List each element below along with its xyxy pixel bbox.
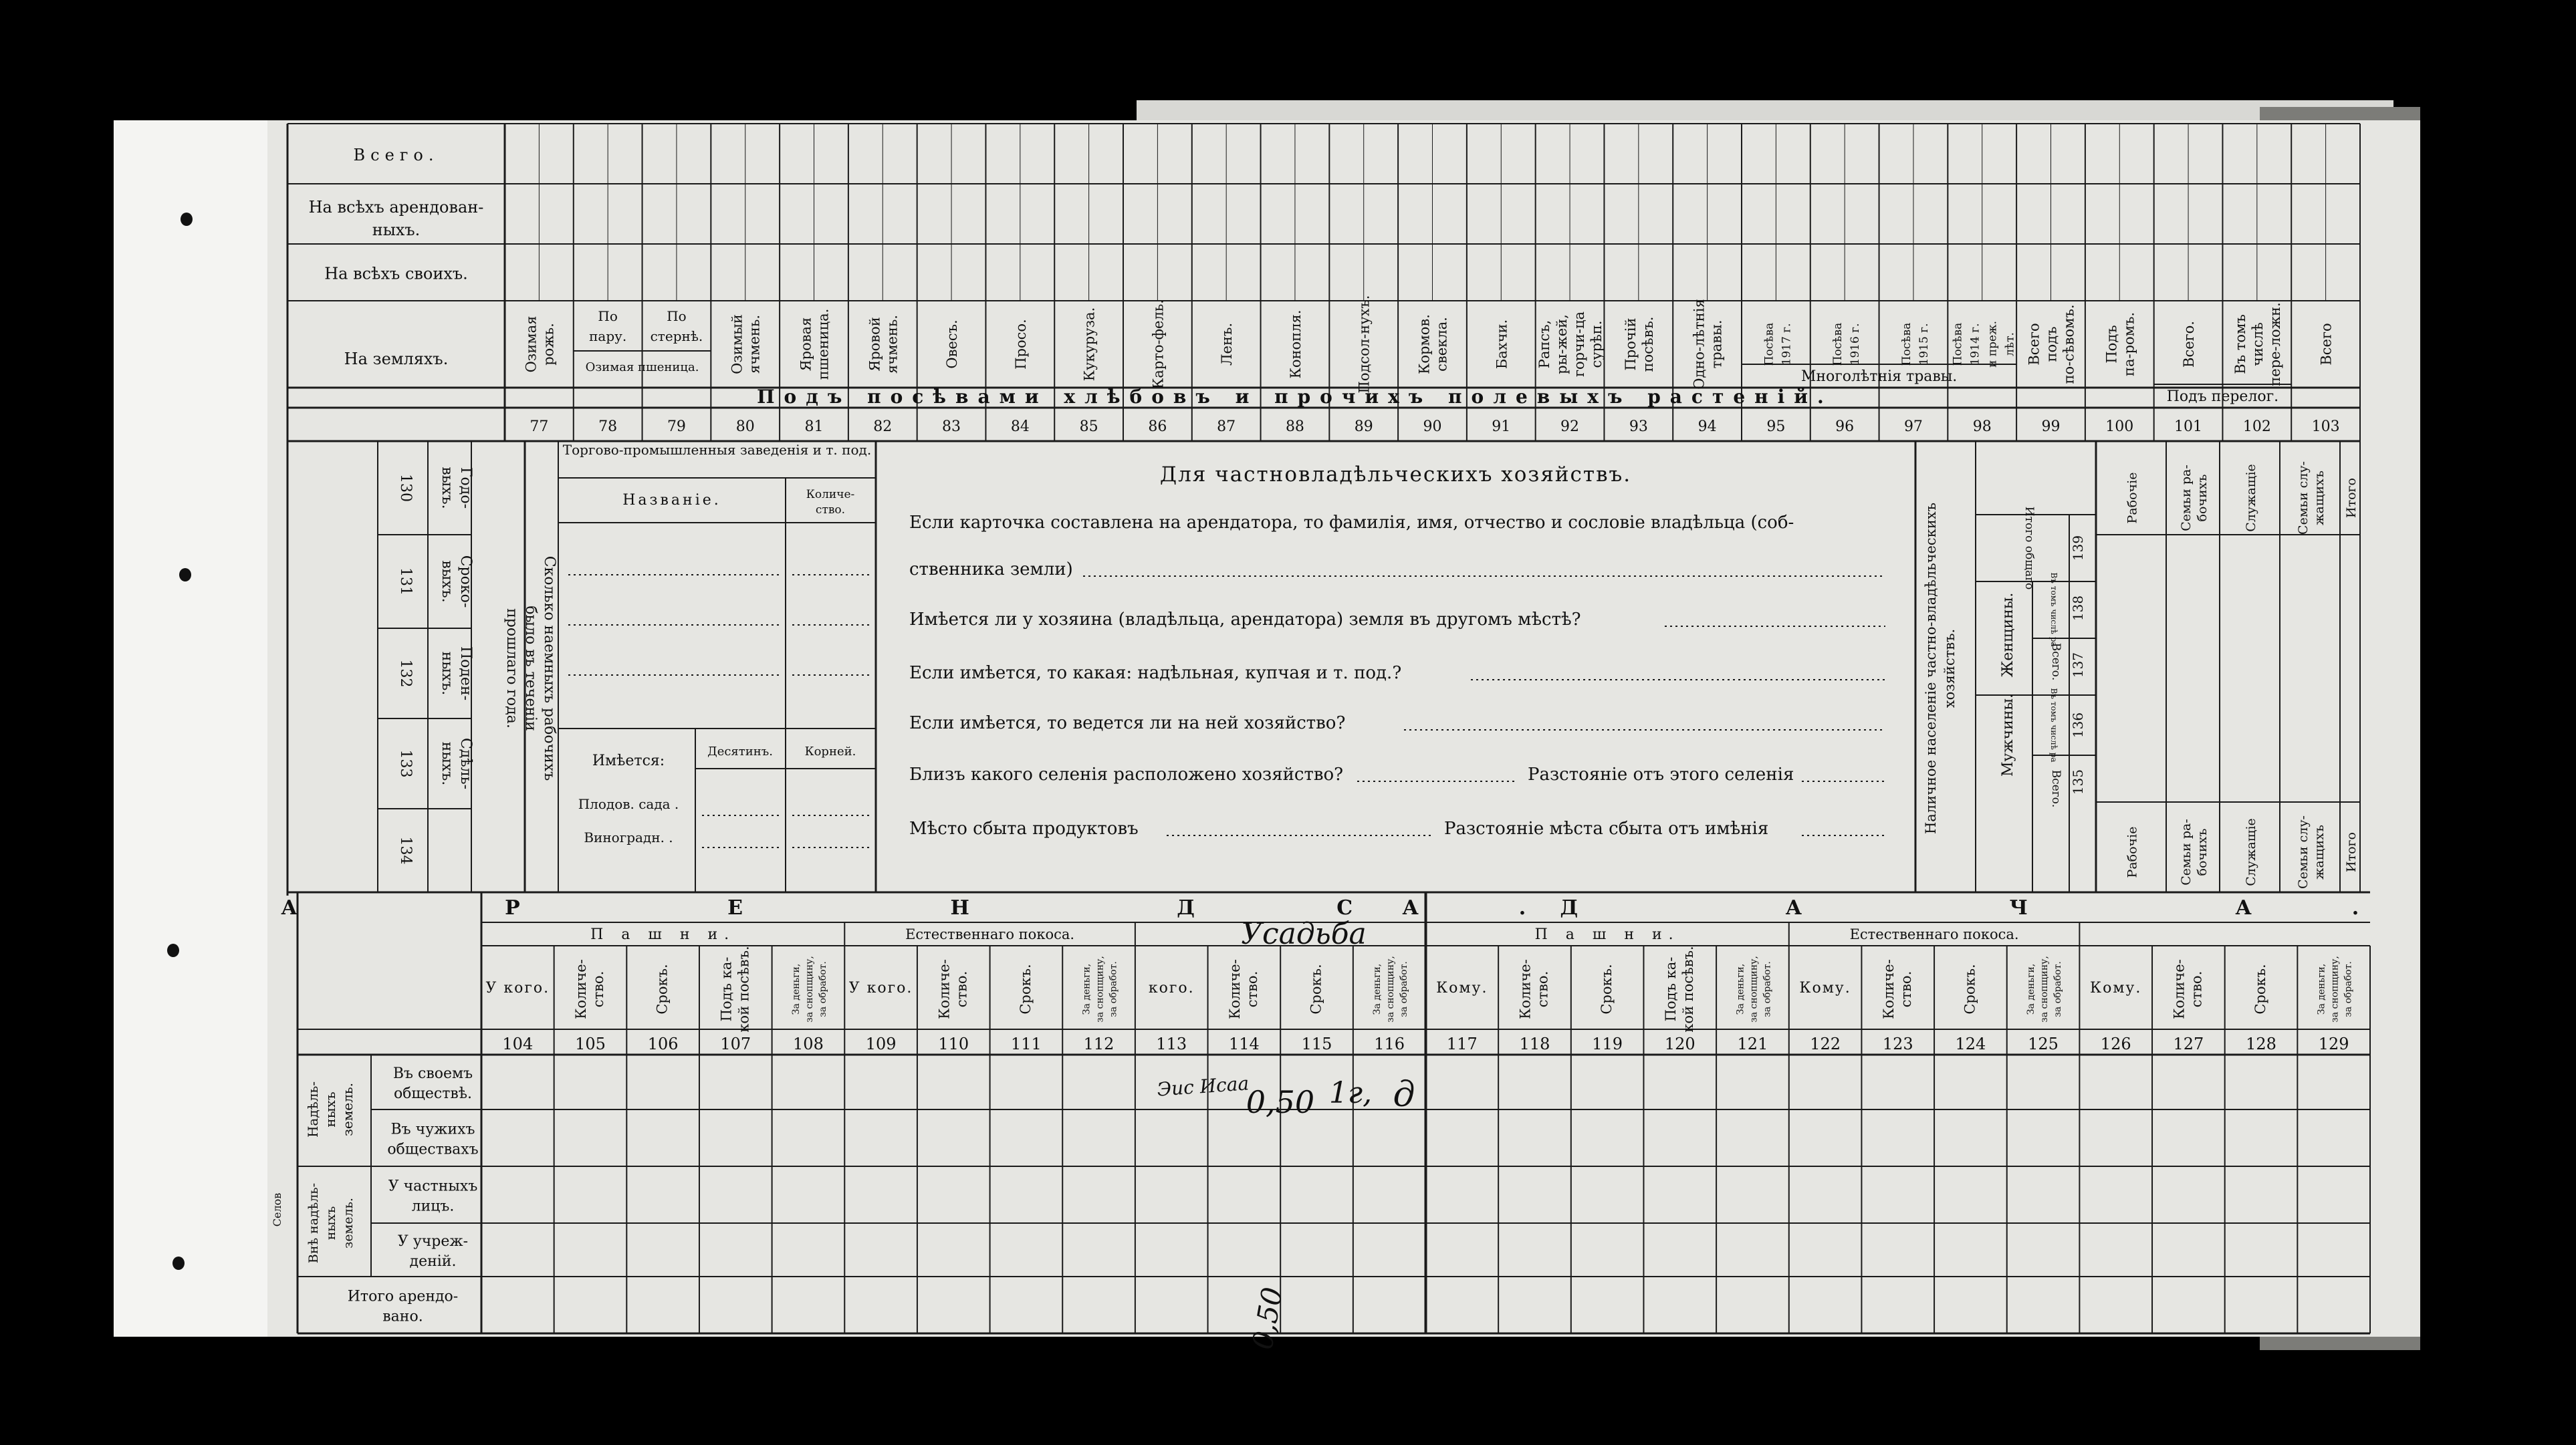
bottom-column-label: Срокъ. [1017, 964, 1034, 1015]
bottom-column-label: У кого. [848, 980, 913, 997]
column-number: 97 [1903, 418, 1923, 435]
bottom-column-label: Количе- [2171, 959, 2188, 1019]
column-number: 90 [1423, 418, 1442, 435]
bottom-column-label: Срокъ. [1599, 964, 1615, 1015]
bottom-column-label: ство. [1897, 970, 1914, 1008]
column-label: Просо. [1012, 319, 1029, 370]
bottom-column-label: за снопщину, [1385, 956, 1397, 1023]
bottom-column-label: за обработ. [817, 961, 828, 1017]
orchard-label: Плодов. сада . [578, 796, 679, 812]
bottom-row-label: Въ чужихъ [390, 1121, 475, 1138]
column-number: 84 [1010, 418, 1030, 435]
bottom-column-number: 117 [1446, 1035, 1478, 1053]
column-label: Рапсъ, [1536, 319, 1553, 369]
bottom-column-label: ство. [2188, 970, 2205, 1008]
population-title: хозяйствъ. [1942, 628, 1958, 708]
ozimaya-pshenitsa-label: Озимая пшеница. [585, 360, 699, 374]
column-number: 91 [1492, 418, 1511, 435]
bottom-column-label: За деньги, [1081, 963, 1092, 1015]
worker-label: выхъ. [439, 467, 455, 509]
row-label: На всѣхъ своихъ. [324, 264, 468, 283]
column-label: Посѣва [1762, 322, 1776, 366]
bottom-column-label: Подъ ка- [718, 956, 735, 1022]
trade-title: Торгово-промышленныя заведенія и т. под. [562, 442, 872, 458]
right-col-label: Рабочіе [2125, 826, 2140, 878]
podperelog-label: Подъ перелог. [2166, 388, 2279, 405]
column-label: пару. [589, 328, 627, 344]
bottom-column-label: за снопщину, [2039, 956, 2051, 1023]
handwritten-term: 1г, [1328, 1076, 1373, 1110]
bottom-column-label: Кому. [1436, 980, 1488, 997]
column-label: свекла. [1433, 317, 1450, 372]
column-number: 77 [530, 418, 549, 435]
right-col-label: Семьи ра- [2179, 465, 2194, 531]
column-label: подъ [2043, 326, 2060, 362]
column-number: 82 [873, 418, 893, 435]
column-label: Всего [2026, 323, 2042, 366]
question-6: Мѣсто сбыта продуктовъ [909, 819, 1139, 839]
bottom-column-label: ство. [590, 970, 606, 1008]
column-label: лѣт. [2003, 332, 2017, 356]
trade-qty-header: ство. [815, 503, 846, 517]
vineyard-label: Виноградн. . [584, 829, 673, 845]
bottom-column-label: за обработ. [1399, 961, 1410, 1017]
column-label: По [598, 308, 618, 324]
right-col-label: Семьи слу- [2296, 461, 2311, 535]
right-col-label: бочихъ [2195, 828, 2210, 876]
column-label: Въ томъ [2232, 314, 2248, 374]
bottom-column-label: кой посѣвъ. [1679, 946, 1696, 1033]
bottom-column-number: 110 [938, 1035, 969, 1053]
column-label: и преж. [1986, 320, 2000, 368]
column-number: 103 [2311, 418, 2340, 435]
pashni-label: П а ш н и. [1534, 926, 1680, 943]
korney-header: Корней. [804, 745, 856, 759]
row-label: Всего. [353, 146, 439, 164]
bottom-column-label: Количе- [1517, 959, 1534, 1019]
column-label: Ленъ. [1219, 323, 1236, 366]
column-label: 1917 г. [1780, 323, 1794, 366]
column-label: горчи-ца [1571, 311, 1588, 378]
bottom-column-label: За деньги, [1372, 963, 1383, 1015]
column-label: Посѣва [1951, 322, 1965, 366]
column-label: Овесъ. [944, 319, 961, 369]
bottom-row-label: обществахъ [387, 1141, 479, 1158]
worker-label: Сроко- [457, 555, 474, 608]
column-label: Конопля. [1287, 309, 1304, 379]
trade-name-header: Названіе. [622, 492, 721, 509]
vtom-label: Въ томъ числѣ ра [2049, 572, 2059, 647]
group-label-vne: Внѣ надѣль- [306, 1182, 321, 1264]
column-label: посѣвъ. [1639, 316, 1656, 372]
bottom-column-number: 126 [2100, 1035, 2131, 1053]
right-col-label: бочихъ [2195, 474, 2210, 522]
column-label: травы. [1708, 319, 1725, 369]
column-number: 101 [2174, 418, 2203, 435]
bottom-column-number: 121 [1737, 1035, 1768, 1053]
column-number: 88 [1285, 418, 1304, 435]
bottom-column-number: 128 [2246, 1035, 2276, 1053]
handwritten-payment: д [1393, 1075, 1415, 1115]
worker-label: Годо- [457, 467, 474, 509]
bottom-column-label: за снопщину, [1094, 956, 1106, 1023]
worker-number: 132 [397, 659, 414, 688]
column-label: Кормов. [1416, 314, 1433, 374]
bottom-column-number: 120 [1664, 1035, 1695, 1053]
bottom-column-label: У кого. [485, 980, 550, 997]
question-5-distance: Разстояніе отъ этого селенія [1528, 765, 1794, 785]
arenda-title: А Р Е Н Д А. [281, 896, 1627, 920]
bottom-column-label: ство. [1534, 970, 1551, 1008]
bottom-column-label: Срокъ. [1962, 964, 1978, 1015]
question-2: Имѣется ли у хозяина (владѣльца, арендатора) земля въ другомъ мѣстѣ? [909, 610, 1581, 630]
bottom-column-number: 105 [575, 1035, 606, 1053]
group-label-vne: земель. [341, 1197, 356, 1249]
bottom-column-number: 106 [647, 1035, 679, 1053]
population-number: 139 [2070, 535, 2086, 561]
bottom-column-label: Количе- [1880, 959, 1897, 1019]
column-number: 95 [1766, 418, 1786, 435]
column-label: числѣ [2249, 322, 2266, 366]
bottom-column-number: 116 [1374, 1035, 1405, 1053]
column-number: 102 [2242, 418, 2271, 435]
bottom-column-number: 114 [1228, 1035, 1260, 1053]
bottom-column-label: Подъ ка- [1662, 956, 1679, 1022]
bottom-column-label: Кому. [1799, 980, 1851, 997]
bottom-column-label: За деньги, [2316, 963, 2327, 1015]
private-farms-title: Для частновладѣльческихъ хозяйствъ. [1159, 463, 1632, 487]
row-label: ныхъ. [372, 221, 421, 239]
bottom-column-number: 113 [1156, 1035, 1187, 1053]
bottom-row-label: У частныхъ [388, 1178, 478, 1195]
bottom-column-number: 118 [1519, 1035, 1550, 1053]
column-number: 100 [2105, 418, 2134, 435]
bottom-column-number: 119 [1592, 1035, 1623, 1053]
column-label: Всего. [2181, 321, 2198, 368]
column-number: 94 [1697, 418, 1717, 435]
bottom-column-number: 124 [1955, 1035, 1986, 1053]
column-label: ры-жей, [1554, 314, 1570, 374]
bottom-row-label: деній. [409, 1253, 457, 1270]
bottom-column-label: за обработ. [1108, 961, 1119, 1017]
vtom-label: Въ томъ числѣ ра [2049, 688, 2059, 763]
bottom-column-label: За деньги, [790, 963, 802, 1015]
group-label-nadel: Надѣль- [305, 1081, 321, 1138]
bottom-column-number: 107 [720, 1035, 751, 1053]
column-label: сурѣп. [1589, 320, 1605, 368]
bottom-column-label: кого. [1148, 980, 1195, 997]
bottom-column-number: 127 [2173, 1035, 2204, 1053]
column-label: Озимая [523, 315, 540, 373]
right-col-label: Итого [2344, 478, 2359, 518]
worker-label: выхъ. [439, 560, 455, 603]
worker-number: 130 [397, 474, 414, 502]
bottom-row-label: Въ своемъ [392, 1065, 473, 1082]
column-label: Озимый [729, 314, 745, 374]
pashni-label: П а ш н и. [590, 926, 736, 943]
column-label: Одно-лѣтнія [1691, 299, 1708, 390]
column-label: ячмень. [884, 315, 901, 374]
column-number: 80 [735, 418, 755, 435]
question-4: Если имѣется, то ведется ли на ней хозяйство? [909, 713, 1346, 733]
right-col-label: Итого [2344, 832, 2359, 872]
column-number: 81 [804, 418, 824, 435]
right-col-label: жащихъ [2312, 825, 2327, 880]
desyatin-header: Десятинъ. [707, 745, 773, 759]
handwritten-total: 0,50 [1246, 1285, 1289, 1352]
column-label: пшеница. [815, 308, 832, 380]
bottom-column-label: Количе- [936, 959, 953, 1019]
handwritten-qty: 0,50 [1246, 1084, 1315, 1120]
trade-qty-header: Количе- [806, 488, 855, 501]
bottom-column-label: За деньги, [2026, 963, 2037, 1015]
group-label-nadel: земель. [340, 1082, 356, 1137]
population-number: 135 [2070, 769, 2086, 795]
bottom-column-label: за снопщину, [1748, 956, 1760, 1023]
bottom-column-label: за обработ. [2343, 961, 2354, 1017]
column-number: 86 [1148, 418, 1167, 435]
column-number: 93 [1629, 418, 1648, 435]
group-label-vne: ныхъ [324, 1206, 338, 1240]
bottom-column-label: Срокъ. [1308, 964, 1324, 1015]
handwritten-usadba: Усадьба [1241, 917, 1367, 951]
bottom-column-label: за обработ. [1762, 961, 1773, 1017]
worker-label: ныхъ. [439, 741, 455, 786]
worker-number: 131 [397, 567, 414, 596]
bottom-column-label: Срокъ. [2252, 964, 2269, 1015]
column-number: 89 [1354, 418, 1373, 435]
population-number: 137 [2070, 652, 2086, 678]
bottom-column-label: за снопщину, [2329, 956, 2341, 1023]
column-label: Посѣва [1899, 322, 1913, 366]
column-label: По [667, 308, 687, 324]
bottom-row-label: Итого арендо- [347, 1288, 459, 1305]
sdacha-title: С Д А Ч А. [1336, 896, 2460, 920]
right-col-label: Рабочіе [2125, 472, 2140, 524]
workers-title: Сколько наемныхъ рабочихъ [541, 555, 558, 781]
column-label: Прочій [1622, 317, 1639, 371]
right-col-label: Семьи слу- [2296, 815, 2311, 889]
column-label: 1916 г. [1849, 323, 1863, 366]
bottom-column-label: Срокъ. [654, 964, 671, 1015]
men-label: Мужчины. [2000, 693, 2016, 777]
column-label: по-сѣвомъ. [2061, 304, 2077, 384]
pokos-label: Естественнаго покоса. [905, 926, 1075, 942]
column-label: Яровая [798, 317, 814, 372]
bottom-row-label: вано. [382, 1308, 423, 1325]
bottom-row-label: обществѣ. [393, 1085, 473, 1102]
itogo-obshego-label: Итого общаго [2022, 506, 2036, 590]
row-label: На всѣхъ арендован- [308, 198, 484, 217]
worker-label: Поден- [457, 646, 474, 701]
bottom-column-label: ство. [953, 970, 970, 1008]
column-label: Подсол-нухъ. [1356, 295, 1373, 394]
bottom-column-label: за снопщину, [804, 956, 815, 1023]
crops-band-title: Подъ посѣвами хлѣбовъ и прочихъ полевыхъ растеній. [757, 386, 1833, 408]
column-label: пере-ложн. [2266, 302, 2283, 386]
column-number: 83 [942, 418, 961, 435]
bottom-column-label: за обработ. [2053, 961, 2064, 1017]
column-label: па-ромъ. [2121, 311, 2137, 377]
column-label: 1915 г. [1917, 323, 1931, 366]
bottom-column-label: ство. [1244, 970, 1260, 1008]
bottom-column-label: За деньги, [1735, 963, 1746, 1015]
right-col-label: Служащіе [2244, 818, 2258, 886]
handwritten-owner: Эис Исаа [1156, 1072, 1250, 1101]
group-label-nadel: ныхъ [322, 1091, 338, 1128]
column-label: ячмень. [746, 315, 763, 374]
column-number: 98 [1972, 418, 1992, 435]
column-number: 99 [2041, 418, 2061, 435]
women-label: Женщины. [2000, 592, 2016, 678]
population-number: 136 [2070, 712, 2086, 739]
bottom-column-number: 111 [1010, 1035, 1042, 1053]
bottom-column-number: 108 [793, 1035, 824, 1053]
mnogoletnie-label: Многолѣтнія травы. [1800, 368, 1958, 385]
bottom-column-number: 109 [865, 1035, 897, 1053]
worker-number: 133 [397, 749, 414, 778]
population-number: 138 [2070, 595, 2086, 622]
column-label: Кукуруза. [1081, 307, 1098, 382]
column-number: 96 [1835, 418, 1855, 435]
question-3: Если имѣется, то какая: надѣльная, купчая и т. под.? [909, 663, 1402, 683]
bottom-column-label: кой посѣвъ. [735, 946, 752, 1033]
column-label: стернѣ. [650, 328, 703, 344]
vsego-label: Всего. [2049, 769, 2063, 808]
bottom-row-label: У учреж- [397, 1233, 469, 1250]
bottom-column-number: 122 [1810, 1035, 1841, 1053]
column-label: рожь. [540, 323, 557, 366]
question-6-distance: Разстояніе мѣста сбыта отъ имѣнія [1444, 819, 1769, 839]
question-5: Близъ какого селенія расположено хозяйство? [909, 765, 1344, 785]
column-label: Посѣва [1831, 322, 1845, 366]
bottom-column-label: Кому. [2090, 980, 2142, 997]
question-1: Если карточка составлена на арендатора, то фамилія, имя, отчество и сословіе владѣльца (соб- [909, 513, 1794, 533]
column-label: Всего [2318, 323, 2335, 366]
bottom-column-label: Количе- [572, 959, 589, 1019]
question-1-cont: ственника земли) [909, 559, 1073, 579]
column-label: Карто-фель. [1150, 299, 1167, 389]
column-number: 79 [667, 418, 686, 435]
bottom-column-label: Количе- [1226, 959, 1243, 1019]
right-col-label: Семьи ра- [2179, 819, 2194, 886]
right-col-label: Служащіе [2244, 464, 2258, 532]
bottom-column-number: 112 [1083, 1035, 1115, 1053]
worker-number: 134 [397, 836, 414, 865]
column-label: Подъ [2103, 325, 2120, 364]
imeetsya-label: Имѣется: [592, 753, 665, 769]
population-title: Наличное населеніе частно-владѣльческихъ [1923, 502, 1939, 835]
pokos-label: Естественнаго покоса. [1849, 926, 2019, 942]
workers-title: было въ теченіи [522, 606, 539, 731]
vsego-label: Всего. [2049, 642, 2063, 681]
column-number: 85 [1079, 418, 1098, 435]
column-label: Яровой [866, 317, 883, 372]
column-label: 1914 г. [1968, 323, 1982, 366]
column-number: 87 [1217, 418, 1236, 435]
bottom-row-label: лицъ. [411, 1198, 455, 1215]
column-label: Бахчи. [1494, 319, 1510, 370]
worker-label: Сдѣль- [457, 737, 474, 790]
bottom-column-number: 125 [2028, 1035, 2059, 1053]
bottom-column-number: 123 [1882, 1035, 1913, 1053]
bottom-column-number: 129 [2318, 1035, 2349, 1053]
column-number: 92 [1560, 418, 1580, 435]
right-col-label: жащихъ [2312, 471, 2327, 525]
bottom-column-number: 104 [502, 1035, 534, 1053]
bottom-column-number: 115 [1301, 1035, 1332, 1053]
worker-label: ныхъ. [439, 651, 455, 696]
column-number: 78 [598, 418, 618, 435]
side-label: Селов [271, 1192, 283, 1227]
workers-title: прошлаго года. [503, 608, 520, 729]
row-label: На земляхъ. [344, 350, 449, 368]
